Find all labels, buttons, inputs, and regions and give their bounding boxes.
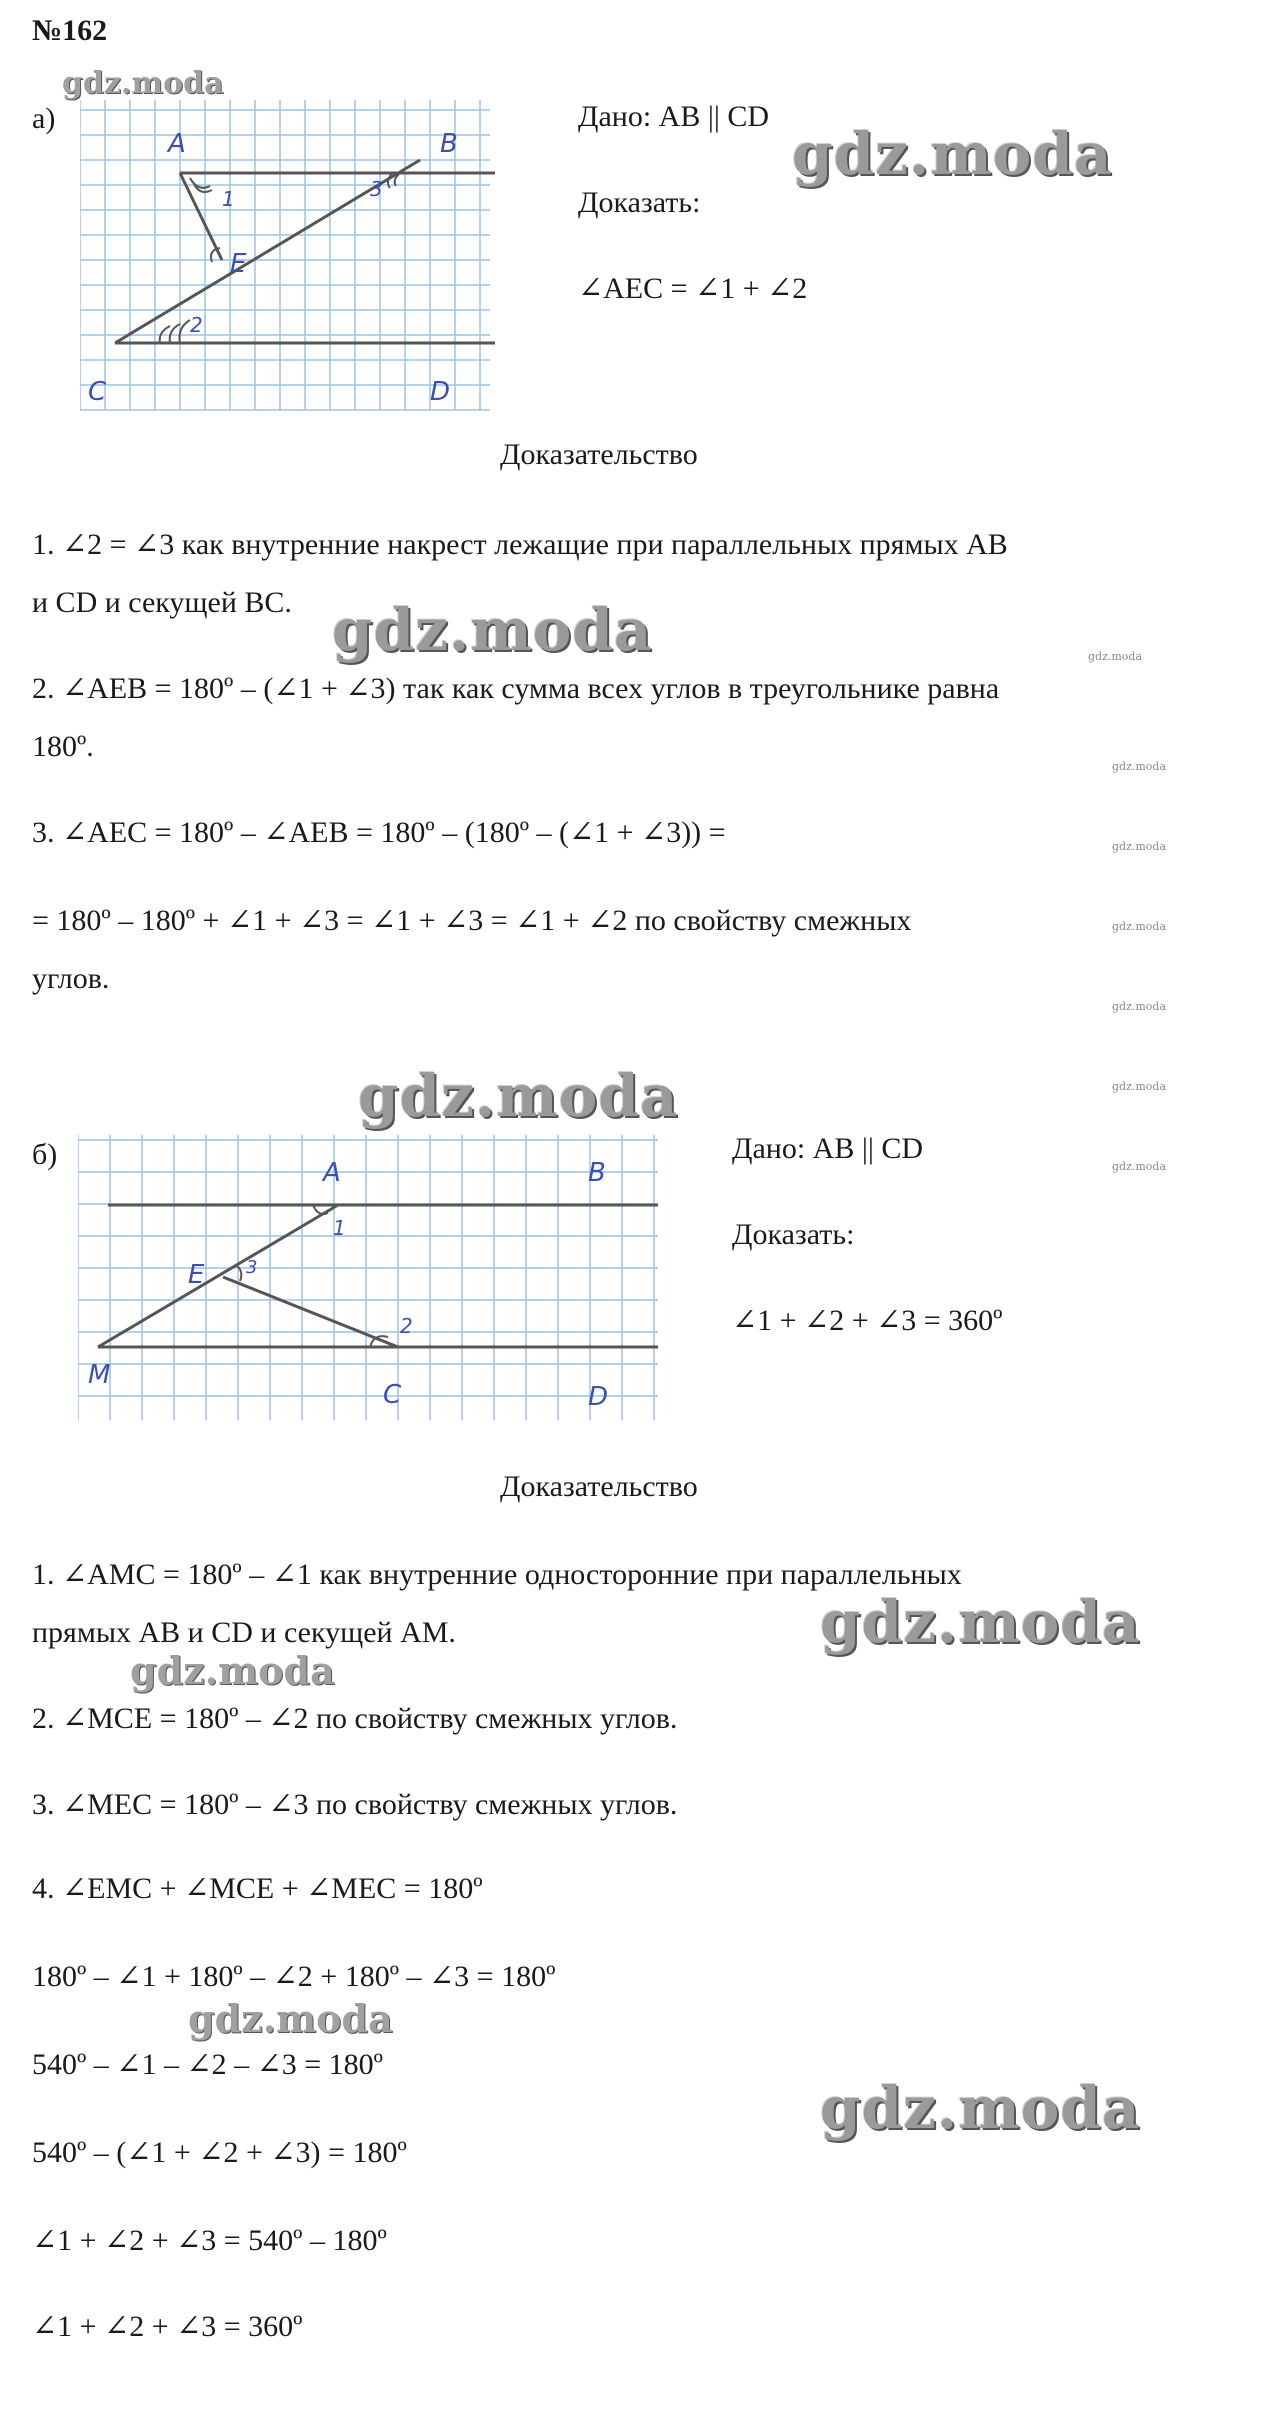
part-b-step-line: 180º – ∠1 + 180º – ∠2 + 180º – ∠3 = 180º <box>32 1960 556 1993</box>
grid <box>78 1135 658 1420</box>
label-point-e: E <box>188 1260 205 1290</box>
watermark: gdz.moda <box>358 1062 679 1130</box>
label-point-d: D <box>588 1382 609 1412</box>
part-b-prove-label: Доказать: <box>732 1218 855 1251</box>
part-b-proof-heading: Доказательство <box>500 1470 698 1503</box>
label-angle-2: 2 <box>190 313 203 337</box>
part-a-step-line: 1. ∠2 = ∠3 как внутренние накрест лежащие при параллельных прямых AB <box>32 528 1008 561</box>
watermark: gdz.moda <box>1112 920 1167 933</box>
label-point-a: A <box>168 129 186 159</box>
part-b-step-line: 3. ∠MEC = 180º – ∠3 по свойству смежных углов. <box>32 1788 678 1821</box>
part-a-figure <box>80 100 500 420</box>
watermark: gdz.moda <box>1112 1080 1167 1093</box>
watermark: gdz.moda <box>1112 1000 1167 1013</box>
label-point-c: C <box>88 377 107 407</box>
part-a-step-line: 2. ∠AEB = 180º – (∠1 + ∠3) так как сумма всех углов в треугольнике равна <box>32 672 1000 705</box>
label-point-d: D <box>430 377 451 407</box>
part-b-step-line: 540º – (∠1 + ∠2 + ∠3) = 180º <box>32 2136 407 2169</box>
part-b-step-line: ∠1 + ∠2 + ∠3 = 360º <box>32 2310 303 2343</box>
watermark: gdz.moda <box>792 120 1113 188</box>
part-b-step-line: прямых AB и CD и секущей AM. <box>32 1616 456 1649</box>
part-b-given: Дано: AB || CD <box>732 1132 924 1165</box>
label-point-b: B <box>440 129 458 159</box>
watermark: gdz.moda <box>1088 650 1143 663</box>
label-point-a: A <box>323 1158 341 1188</box>
label-angle-1: 1 <box>333 1216 346 1240</box>
watermark: gdz.moda <box>332 596 653 664</box>
part-a-given: Дано: AB || CD <box>578 100 770 133</box>
watermark: gdz.moda <box>820 1588 1141 1656</box>
label-point-c: C <box>383 1380 402 1410</box>
part-b-step-line: ∠1 + ∠2 + ∠3 = 540º – 180º <box>32 2224 387 2257</box>
part-a-step-line: 180º. <box>32 730 94 763</box>
part-a-prove-statement: ∠AEC = ∠1 + ∠2 <box>578 272 808 305</box>
watermark: gdz.moda <box>130 1648 335 1693</box>
watermark: gdz.moda <box>188 1996 393 2041</box>
part-a-prove-label: Доказать: <box>578 186 701 219</box>
part-b-step-line: 4. ∠EMC + ∠MCE + ∠MEC = 180º <box>32 1872 483 1905</box>
part-a-step-line: углов. <box>32 962 110 995</box>
label-angle-3: 3 <box>370 177 383 201</box>
part-a-step-line: и CD и секущей BC. <box>32 586 292 619</box>
part-b-prove-statement: ∠1 + ∠2 + ∠3 = 360º <box>732 1304 1003 1337</box>
part-b-figure <box>78 1135 668 1425</box>
watermark: gdz.moda <box>62 66 224 101</box>
label-angle-2: 2 <box>400 1314 413 1338</box>
part-b-step-line: 2. ∠MCE = 180º – ∠2 по свойству смежных углов. <box>32 1702 678 1735</box>
label-angle-1: 1 <box>222 187 235 211</box>
label-point-e: E <box>230 249 247 279</box>
watermark: gdz.moda <box>1112 760 1167 773</box>
label-point-b: B <box>588 1158 606 1188</box>
construction-lines <box>98 1205 658 1347</box>
part-b-step-line: 540º – ∠1 – ∠2 – ∠3 = 180º <box>32 2048 383 2081</box>
watermark: gdz.moda <box>1112 1160 1167 1173</box>
part-a-step-line: 3. ∠AEC = 180º – ∠AEB = 180º – (180º – (∠1 + ∠3)) = <box>32 816 726 849</box>
part-a-step-line: = 180º – 180º + ∠1 + ∠3 = ∠1 + ∠3 = ∠1 + ∠2 по свойству смежных <box>32 904 912 937</box>
label-point-m: M <box>88 1360 111 1390</box>
part-b-step-line: 1. ∠AMC = 180º – ∠1 как внутренние односторонние при параллельных <box>32 1558 962 1591</box>
part-a-label: а) <box>32 102 56 135</box>
part-a-proof-heading: Доказательство <box>500 438 698 471</box>
problem-number: №162 <box>32 14 108 47</box>
grid <box>80 100 490 410</box>
angle-arcs <box>236 1205 388 1347</box>
part-b-label: б) <box>32 1138 58 1171</box>
watermark: gdz.moda <box>1112 840 1167 853</box>
label-angle-3: 3 <box>246 1257 258 1278</box>
watermark: gdz.moda <box>820 2074 1141 2142</box>
